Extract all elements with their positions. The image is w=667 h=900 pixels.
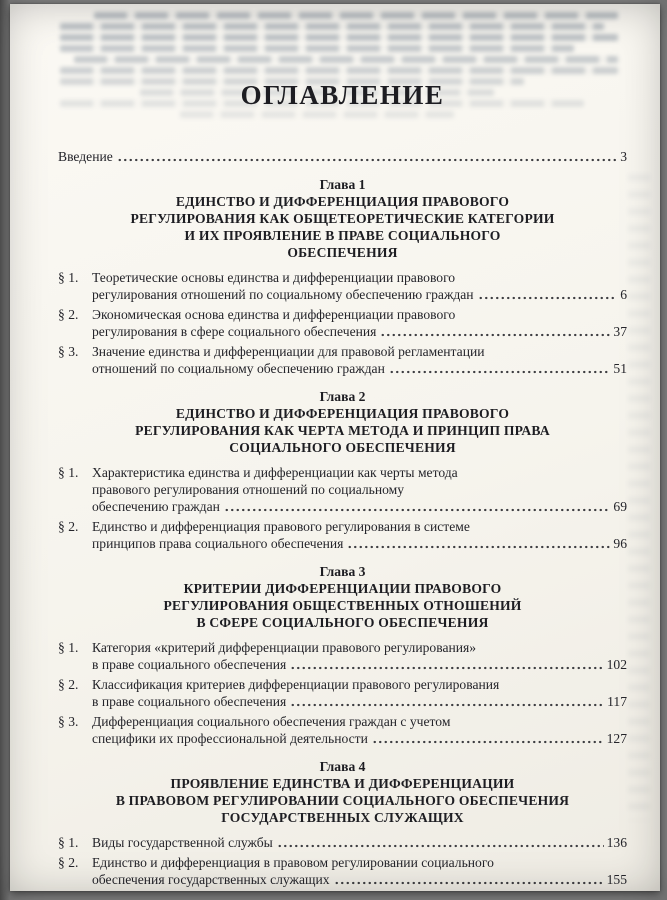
toc-entry — [58, 343, 627, 377]
dot-leader — [347, 545, 610, 549]
toc-entry-line: Категория «критерий дифференциации правового регулирования» — [92, 640, 477, 655]
page-number: 155 — [606, 872, 627, 887]
toc-entry-line — [92, 360, 627, 377]
toc-entry-line: Классификация критериев дифференциации правового регулирования — [92, 677, 500, 692]
chapter-title-line: РЕГУЛИРОВАНИЯ КАК ЧЕРТА МЕТОДА И ПРИНЦИП ПРАВА — [135, 423, 550, 438]
toc-entry — [58, 713, 627, 747]
toc-entry — [58, 464, 627, 515]
toc-entry-line: Единство и дифференциация в правовом регулировании социального — [92, 855, 494, 870]
page-number: 3 — [620, 149, 627, 164]
dot-leader — [117, 158, 617, 162]
toc-entry-line — [92, 693, 627, 710]
page-number: 37 — [613, 324, 627, 339]
section-label: § 1. — [58, 270, 79, 285]
page-number: 96 — [613, 536, 627, 551]
toc-entry-text: обеспечению граждан — [92, 499, 220, 514]
toc-entry-text: отношений по социальному обеспечению граждан — [92, 361, 385, 376]
section-label: § 3. — [58, 714, 79, 729]
page-number: 51 — [613, 361, 627, 376]
toc-entry — [58, 676, 627, 710]
toc-entry-text: Виды государственной службы — [92, 835, 273, 850]
toc-entry-line: Значение единства и дифференциации для правовой регламентации — [92, 344, 485, 359]
toc-entry-line: Дифференциация социального обеспечения граждан с учетом — [92, 714, 451, 729]
toc-entry-line — [92, 871, 627, 888]
chapter-title-line: СОЦИАЛЬНОГО ОБЕСПЕЧЕНИЯ — [229, 440, 456, 455]
section-label: § 1. — [58, 640, 79, 655]
chapter-number: Глава 1 — [319, 177, 366, 192]
toc-entry-line: Единство и дифференциация правового регулирования в системе — [92, 519, 470, 534]
section-label: § 3. — [58, 344, 79, 359]
toc-entry-line — [58, 148, 627, 165]
chapter-title — [58, 193, 627, 261]
chapter-title-line: КРИТЕРИИ ДИФФЕРЕНЦИАЦИИ ПРАВОВОГО — [183, 581, 502, 596]
chapter — [58, 563, 627, 747]
section-label: § 2. — [58, 855, 79, 870]
toc-entry-text: специфики их профессиональной деятельности — [92, 731, 368, 746]
toc-entry-line — [92, 323, 627, 340]
toc-entry-text: в праве социального обеспечения — [92, 657, 287, 672]
toc-entry-line — [92, 286, 627, 303]
toc-entry-line — [92, 834, 627, 851]
toc-entry-introduction — [58, 148, 627, 165]
chapter-title-line: РЕГУЛИРОВАНИЯ ОБЩЕСТВЕННЫХ ОТНОШЕНИЙ — [163, 598, 522, 613]
page-number: 127 — [606, 731, 627, 746]
toc-entry-line: Экономическая основа единства и дифференциации правового — [92, 307, 456, 322]
toc-entry-line — [92, 498, 627, 515]
section-label: § 2. — [58, 307, 79, 322]
dot-leader — [277, 844, 604, 848]
book-page — [10, 4, 660, 891]
dot-leader — [224, 508, 611, 512]
page-number: 117 — [607, 694, 627, 709]
chapter-title-line: В ПРАВОВОМ РЕГУЛИРОВАНИИ СОЦИАЛЬНОГО ОБЕСПЕЧЕНИЯ — [115, 793, 570, 808]
chapter-title-line: ЕДИНСТВО И ДИФФЕРЕНЦИАЦИЯ ПРАВОВОГО — [175, 406, 510, 421]
toc-entry — [58, 306, 627, 340]
toc-entry — [58, 834, 627, 851]
chapter-title-line: ОБЕСПЕЧЕНИЯ — [287, 245, 398, 260]
toc-entry — [58, 269, 627, 303]
table-of-contents — [58, 80, 627, 888]
dot-leader — [290, 666, 603, 670]
toc-entry-text: регулирования в сфере социального обеспечения — [92, 324, 377, 339]
section-label: § 1. — [58, 465, 79, 480]
page-title: ОГЛАВЛЕНИЕ — [240, 80, 445, 110]
toc-entry-line: Теоретические основы единства и дифференциации правового — [92, 270, 456, 285]
dot-leader — [389, 370, 611, 374]
chapter-title-line: ГОСУДАРСТВЕННЫХ СЛУЖАЩИХ — [221, 810, 464, 825]
page-number: 69 — [613, 499, 627, 514]
dot-leader — [372, 740, 604, 744]
section-label: § 2. — [58, 519, 79, 534]
toc-entry — [58, 639, 627, 673]
dot-leader — [334, 881, 604, 885]
chapter-title — [58, 775, 627, 826]
chapter-title — [58, 580, 627, 631]
section-label: § 1. — [58, 835, 79, 850]
chapter-title-line: И ИХ ПРОЯВЛЕНИЕ В ПРАВЕ СОЦИАЛЬНОГО — [184, 228, 501, 243]
toc-entry-text: принципов права социального обеспечения — [92, 536, 344, 551]
chapter — [58, 388, 627, 552]
dot-leader — [380, 333, 610, 337]
toc-entry-line: правового регулирования отношений по социальному — [92, 482, 405, 497]
toc-entry-line — [92, 535, 627, 552]
section-label: § 2. — [58, 677, 79, 692]
chapter-number: Глава 4 — [319, 759, 366, 774]
chapter-title-line: ЕДИНСТВО И ДИФФЕРЕНЦИАЦИЯ ПРАВОВОГО — [175, 194, 510, 209]
bleedthrough-right-margin — [628, 174, 650, 821]
chapter-title — [58, 405, 627, 456]
dot-leader — [478, 296, 618, 300]
page-number: 6 — [620, 287, 627, 302]
chapter-title-line: ПРОЯВЛЕНИЕ ЕДИНСТВА И ДИФФЕРЕНЦИАЦИИ — [170, 776, 515, 791]
toc-entry-text: Введение — [58, 149, 113, 164]
toc-entry — [58, 518, 627, 552]
chapter — [58, 176, 627, 377]
chapter — [58, 758, 627, 888]
page-number: 136 — [606, 835, 627, 850]
toc-entry-line: Характеристика единства и дифференциации как черты метода — [92, 465, 458, 480]
toc-entry-text: в праве социального обеспечения — [92, 694, 287, 709]
chapter-title-line: РЕГУЛИРОВАНИЯ КАК ОБЩЕТЕОРЕТИЧЕСКИЕ КАТЕГОРИИ — [130, 211, 555, 226]
toc-entry-line — [92, 656, 627, 673]
chapter-title-line: В СФЕРЕ СОЦИАЛЬНОГО ОБЕСПЕЧЕНИЯ — [196, 615, 489, 630]
toc-entry — [58, 854, 627, 888]
dot-leader — [290, 703, 604, 707]
toc-entry-text: обеспечения государственных служащих — [92, 872, 330, 887]
page-number: 102 — [606, 657, 627, 672]
toc-chapters — [58, 176, 627, 888]
toc-entry-text: регулирования отношений по социальному обеспечению граждан — [92, 287, 474, 302]
chapter-number: Глава 3 — [319, 564, 366, 579]
chapter-number: Глава 2 — [319, 389, 366, 404]
toc-entry-line — [92, 730, 627, 747]
